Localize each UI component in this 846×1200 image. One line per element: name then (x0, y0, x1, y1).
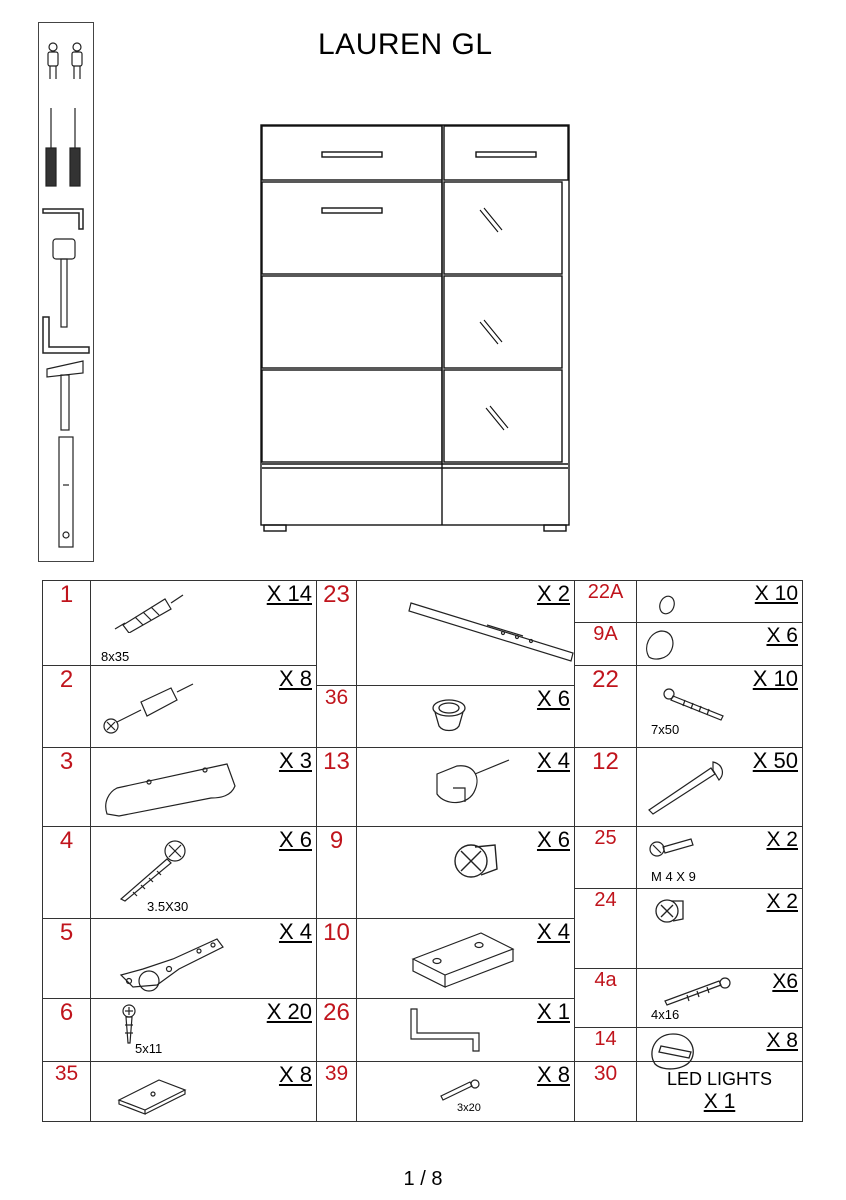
long-screw-icon (659, 686, 739, 726)
part-number: 36 (317, 686, 357, 748)
part-qty: X 14 (266, 581, 312, 606)
wooden-block-icon (409, 923, 519, 993)
part-size: 3x20 (457, 1102, 481, 1114)
part-cell-12 (637, 748, 803, 827)
part-qty: X 2 (536, 581, 570, 606)
cap-icon (655, 593, 679, 617)
hinge-icon (113, 925, 233, 995)
part-cell-9A (637, 623, 803, 666)
cover-cap-icon (641, 627, 681, 663)
part-number: 3 (43, 748, 91, 827)
part-number: 1 (43, 581, 91, 666)
connector-icon (649, 893, 689, 929)
part-qty: X 4 (278, 919, 312, 944)
part-cell-23 (357, 581, 575, 686)
cabinet-illustration (258, 122, 574, 539)
part-cell-4 (91, 827, 317, 919)
two-people-icon (48, 43, 82, 79)
mallet-icon (53, 239, 75, 327)
spirit-level-icon (59, 437, 73, 547)
part-qty: X 4 (536, 919, 570, 944)
bolt-icon (647, 835, 707, 863)
part-cell-9 (357, 827, 575, 919)
part-cell-24 (637, 889, 803, 969)
part-cell-36 (357, 686, 575, 748)
bracket-plate-icon (115, 1076, 195, 1116)
part-qty: X 2 (766, 890, 798, 913)
part-number: 4a (575, 969, 637, 1028)
allen-key-icon (407, 1005, 507, 1055)
part-cell-30 (637, 1062, 803, 1122)
part-number: 14 (575, 1028, 637, 1062)
part-qty: X 6 (536, 686, 570, 711)
led-lights-label: LED LIGHTS (666, 1069, 773, 1090)
part-number: 12 (575, 748, 637, 827)
part-cell-35 (91, 1062, 317, 1122)
part-qty: X 1 (703, 1089, 736, 1113)
cam-lock-icon (447, 835, 507, 885)
part-number: 25 (575, 827, 637, 889)
part-cell-1 (91, 581, 317, 666)
part-cell-6 (91, 999, 317, 1062)
nail-icon (643, 756, 743, 820)
part-number: 23 (317, 581, 357, 686)
part-size: 5x11 (135, 1041, 163, 1056)
screwdrivers-icon (46, 108, 80, 186)
part-qty: X 3 (278, 748, 312, 773)
part-number: 13 (317, 748, 357, 827)
part-qty: X 20 (266, 999, 312, 1024)
part-qty: X 8 (278, 1062, 312, 1087)
page-number: 1 / 8 (403, 1168, 443, 1190)
part-number: 9 (317, 827, 357, 919)
part-cell-22A (637, 581, 803, 623)
part-size: 4x16 (651, 1007, 680, 1022)
part-qty: X 6 (766, 624, 798, 647)
part-qty: X 8 (536, 1062, 570, 1087)
part-qty: X 4 (536, 748, 570, 773)
part-number: 6 (43, 999, 91, 1062)
part-number: 10 (317, 919, 357, 999)
part-qty: X 8 (278, 666, 312, 691)
part-number: 22 (575, 666, 637, 748)
part-size: 3.5X30 (147, 899, 189, 914)
part-number: 4 (43, 827, 91, 919)
part-cell-39 (357, 1062, 575, 1122)
part-qty: X6 (772, 970, 798, 993)
part-number: 26 (317, 999, 357, 1062)
part-qty: X 6 (278, 827, 312, 852)
part-number: 24 (575, 889, 637, 969)
page-title: LAUREN GL (318, 28, 493, 61)
cam-bolt-icon (101, 678, 201, 738)
allen-key-icon (43, 209, 83, 229)
part-cell-25 (637, 827, 803, 889)
part-cell-14 (637, 1028, 803, 1062)
part-qty: X 6 (536, 827, 570, 852)
part-size: 7x50 (651, 722, 680, 737)
part-qty: X 50 (752, 748, 798, 773)
part-qty: X 8 (766, 1029, 798, 1052)
wooden-dowel-icon (113, 587, 193, 633)
part-number: 30 (575, 1062, 637, 1122)
hammer-icon (47, 361, 83, 430)
part-cell-22 (637, 666, 803, 748)
part-number: 9A (575, 623, 637, 666)
part-cell-3 (91, 748, 317, 827)
part-size: 8x35 (101, 649, 130, 664)
part-cell-26 (357, 999, 575, 1062)
tools-panel (38, 22, 94, 562)
part-cell-13 (357, 748, 575, 827)
screw-icon (115, 837, 195, 905)
part-size: M 4 X 9 (651, 869, 696, 884)
part-qty: X 1 (536, 999, 570, 1024)
part-cell-2 (91, 666, 317, 748)
part-number: 35 (43, 1062, 91, 1122)
part-qty: X 10 (754, 582, 798, 605)
part-number: 39 (317, 1062, 357, 1122)
l-key-icon (43, 317, 89, 353)
grommet-icon (425, 692, 473, 740)
part-cell-10 (357, 919, 575, 999)
part-cell-5 (91, 919, 317, 999)
handle-icon (101, 758, 241, 818)
part-qty: X 10 (752, 666, 798, 691)
part-number: 22A (575, 581, 637, 623)
part-number: 2 (43, 666, 91, 748)
part-number: 5 (43, 919, 91, 999)
part-qty: X 2 (766, 828, 798, 851)
parts-table (42, 580, 803, 1122)
screw-icon (659, 975, 739, 1009)
shelf-support-icon (423, 754, 523, 814)
part-cell-4a (637, 969, 803, 1028)
